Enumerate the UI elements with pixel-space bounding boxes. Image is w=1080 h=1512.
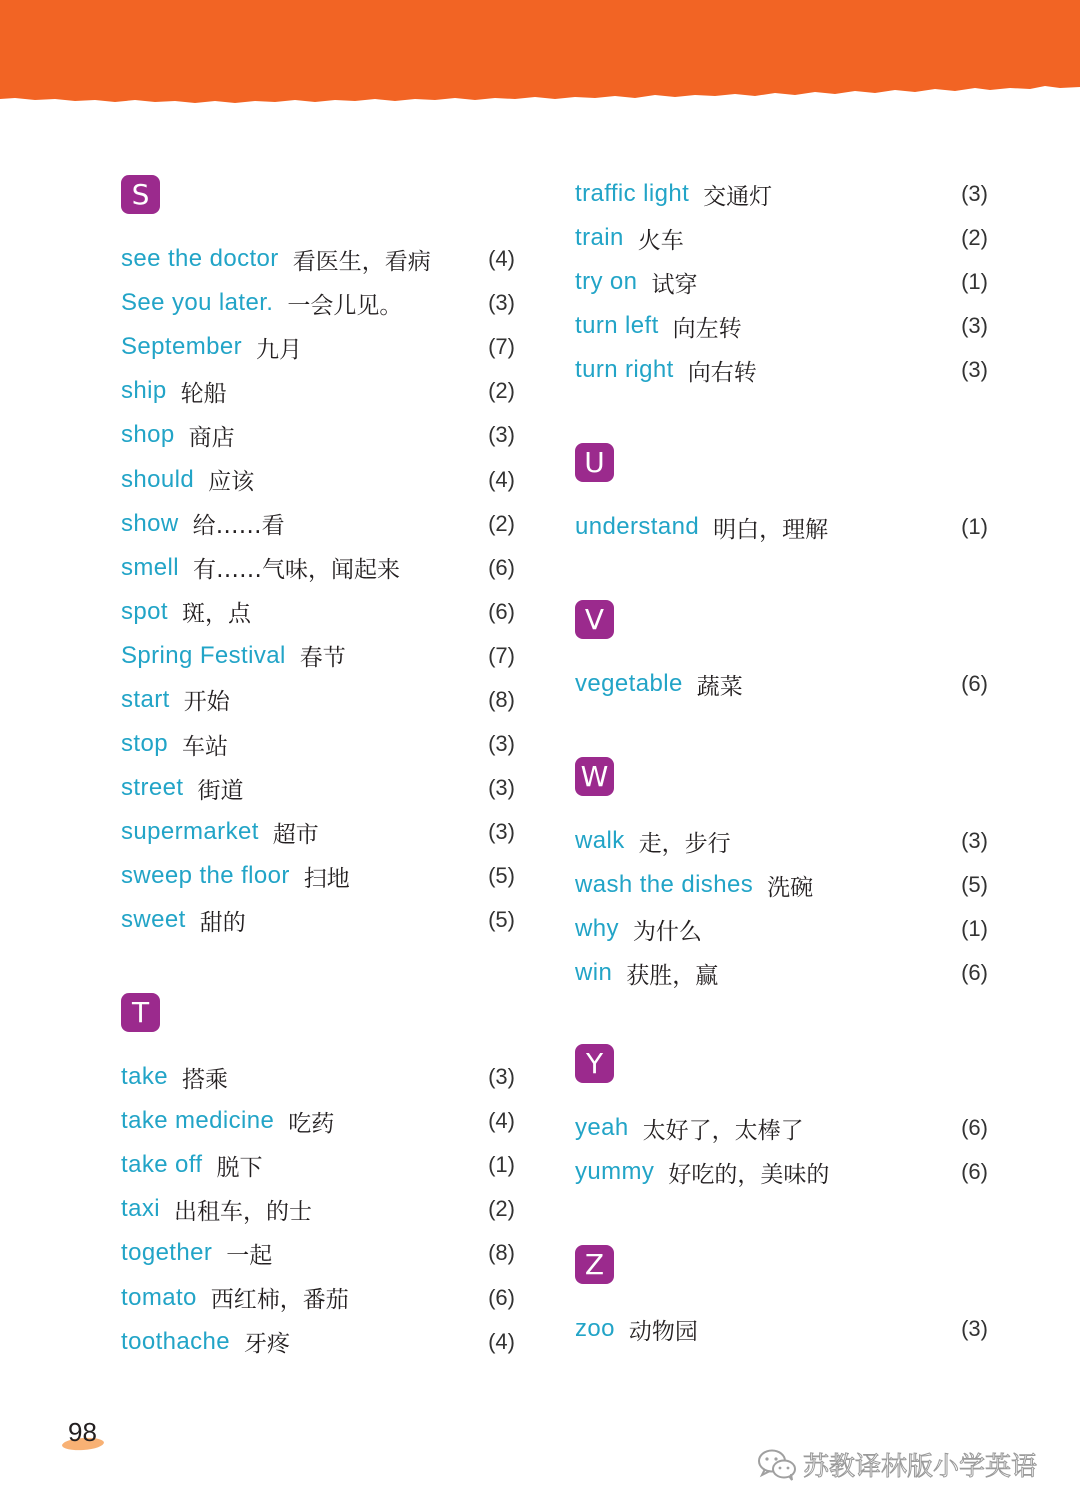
glossary-entry	[121, 237, 515, 281]
entry-english: take off	[121, 1151, 203, 1179]
entry-unit: (3)	[488, 1064, 515, 1090]
entry-unit: (3)	[488, 775, 515, 801]
section-u	[575, 443, 988, 549]
entry-unit: (8)	[488, 1240, 515, 1266]
entry-unit: (6)	[961, 1115, 988, 1141]
entry-unit: (3)	[488, 422, 515, 448]
entry-chinese: 看医生，看病	[292, 248, 431, 275]
entry-english: Spring Festival	[121, 641, 286, 669]
glossary-entry	[575, 662, 988, 706]
entry-english: spot	[121, 597, 168, 625]
entry-unit: (3)	[488, 819, 515, 845]
entry-unit: (4)	[488, 1108, 515, 1134]
entry-english: try on	[575, 268, 638, 296]
glossary-entry	[121, 766, 515, 810]
glossary-entry	[575, 260, 988, 304]
glossary-entry	[121, 1320, 515, 1364]
section-t	[121, 993, 515, 1364]
glossary-entry	[121, 1099, 515, 1143]
glossary-entry	[121, 1275, 515, 1319]
glossary-entry	[575, 505, 988, 549]
letter-badge-y: Y	[575, 1044, 614, 1083]
entry-english: should	[121, 465, 195, 493]
glossary-entry	[121, 325, 515, 369]
entry-english: understand	[575, 513, 700, 541]
letter-badge-z: Z	[575, 1245, 614, 1284]
entry-english: smell	[121, 553, 180, 581]
entry-english: turn left	[575, 312, 659, 340]
entry-english: win	[575, 959, 613, 987]
entry-chinese: 好吃的，美味的	[668, 1161, 830, 1188]
entry-unit: (3)	[961, 1316, 988, 1342]
glossary-entry	[575, 216, 988, 260]
glossary-entry	[121, 634, 515, 678]
glossary-entry	[575, 1307, 988, 1351]
entry-chinese: 车站	[181, 733, 228, 760]
entry-english: toothache	[121, 1327, 231, 1355]
entry-chinese: 交通灯	[703, 183, 773, 210]
entry-unit: (6)	[488, 554, 515, 580]
glossary-entry	[121, 1231, 515, 1275]
letter-badge-v: V	[575, 600, 614, 639]
entry-english: take medicine	[121, 1107, 275, 1135]
entry-chinese: 商店	[188, 424, 235, 451]
section-w	[575, 757, 988, 995]
entry-english: tomato	[121, 1283, 197, 1311]
entry-unit: (6)	[961, 671, 988, 697]
entry-chinese: 太好了，太棒了	[642, 1117, 804, 1144]
glossary-entry	[121, 810, 515, 854]
wechat-icon	[757, 1448, 797, 1482]
entry-english: yummy	[575, 1158, 655, 1186]
entry-chinese: 为什么	[632, 918, 702, 945]
entry-unit: (3)	[488, 290, 515, 316]
entry-unit: (4)	[488, 466, 515, 492]
entry-english: September	[121, 333, 242, 361]
entry-unit: (2)	[488, 510, 515, 536]
entry-unit: (7)	[488, 642, 515, 668]
watermark-text: 苏教译林版小学英语	[803, 1452, 1038, 1482]
letter-badge-t: T	[121, 993, 160, 1032]
glossary-entry	[575, 819, 988, 863]
entry-unit: (2)	[488, 1196, 515, 1222]
entry-unit: (6)	[961, 960, 988, 986]
entry-english: train	[575, 224, 624, 252]
glossary-entry	[121, 590, 515, 634]
entry-unit: (4)	[488, 1328, 515, 1354]
glossary-entry	[121, 457, 515, 501]
glossary-entry	[121, 1055, 515, 1099]
entry-english: stop	[121, 730, 168, 758]
watermark	[757, 1446, 1037, 1483]
entry-english: ship	[121, 377, 167, 405]
entry-unit: (2)	[961, 225, 988, 251]
entry-chinese: 应该	[208, 469, 255, 496]
entry-unit: (5)	[961, 872, 988, 898]
letter-badge-u: U	[575, 443, 614, 482]
entry-english: yeah	[575, 1114, 629, 1142]
entry-unit: (8)	[488, 686, 515, 712]
entry-chinese: 获胜，赢	[626, 962, 719, 989]
entry-english: show	[121, 509, 179, 537]
entry-english: vegetable	[575, 670, 683, 698]
glossary-entry	[575, 348, 988, 392]
entry-english: zoo	[575, 1315, 615, 1343]
entry-chinese: 扫地	[303, 865, 350, 892]
letter-badge-w: W	[575, 757, 614, 796]
entry-chinese: 街道	[197, 777, 244, 804]
entry-chinese: 牙疼	[244, 1331, 291, 1358]
entry-english: take	[121, 1063, 168, 1091]
glossary-entry	[121, 898, 515, 942]
glossary-entry	[575, 172, 988, 216]
glossary-entry	[575, 304, 988, 348]
page-number: 98	[68, 1417, 97, 1447]
entry-chinese: 向左转	[672, 315, 742, 342]
entry-english: walk	[575, 827, 625, 855]
entry-english: shop	[121, 421, 175, 449]
glossary-entry	[575, 951, 988, 995]
entry-chinese: 明白，理解	[713, 516, 829, 543]
section-y	[575, 1044, 988, 1194]
entry-english: why	[575, 915, 619, 943]
entry-chinese: 开始	[183, 689, 230, 716]
entry-chinese: 春节	[299, 645, 346, 672]
glossary-entry	[121, 1187, 515, 1231]
entry-english: sweet	[121, 906, 186, 934]
entry-chinese: 九月	[256, 336, 302, 363]
glossary-entry	[575, 1150, 988, 1194]
glossary-entry	[121, 1143, 515, 1187]
entry-unit: (6)	[488, 1284, 515, 1310]
entry-english: traffic light	[575, 180, 690, 208]
entry-chinese: 出租车，的士	[173, 1198, 312, 1225]
entry-unit: (1)	[488, 1152, 515, 1178]
entry-chinese: 轮船	[180, 380, 227, 407]
entry-unit: (3)	[961, 828, 988, 854]
glossary-entry	[121, 281, 515, 325]
entry-unit: (1)	[961, 269, 988, 295]
entry-unit: (1)	[961, 514, 988, 540]
glossary-entry	[121, 854, 515, 898]
entry-chinese: 一起	[226, 1242, 273, 1269]
glossary-entry	[121, 546, 515, 590]
glossary-entry	[121, 413, 515, 457]
entry-english: taxi	[121, 1195, 160, 1223]
entry-unit: (6)	[488, 598, 515, 624]
entry-english: street	[121, 774, 184, 802]
entry-english: start	[121, 685, 170, 713]
section-v	[575, 600, 988, 706]
glossary-entry	[121, 502, 515, 546]
header-band	[0, 0, 1080, 110]
entry-chinese: 向右转	[687, 359, 757, 386]
glossary-entry	[121, 369, 515, 413]
section-z	[575, 1245, 988, 1351]
entry-unit: (7)	[488, 334, 515, 360]
entry-chinese: 斑，点	[181, 601, 251, 628]
entry-chinese: 西红柿，番茄	[210, 1287, 349, 1314]
entry-chinese: 火车	[637, 227, 684, 254]
entry-english: sweep the floor	[121, 862, 290, 890]
entry-unit: (3)	[488, 731, 515, 757]
entry-chinese: 超市	[272, 821, 319, 848]
entry-chinese: 有……气味，闻起来	[193, 557, 401, 584]
entry-english: turn right	[575, 356, 674, 384]
entry-chinese: 脱下	[216, 1154, 263, 1181]
glossary-entry	[121, 678, 515, 722]
section-s	[121, 175, 515, 943]
section-t-continued	[575, 172, 988, 392]
entry-chinese: 动物园	[628, 1318, 698, 1345]
entry-english: see the doctor	[121, 245, 279, 273]
glossary-entry	[575, 907, 988, 951]
glossary-entry	[121, 722, 515, 766]
entry-chinese: 吃药	[288, 1110, 335, 1137]
entry-unit: (5)	[488, 863, 515, 889]
glossary-entry	[575, 863, 988, 907]
entry-unit: (4)	[488, 246, 515, 272]
entry-english: See you later.	[121, 289, 274, 317]
entry-unit: (1)	[961, 916, 988, 942]
entry-unit: (3)	[961, 181, 988, 207]
entry-english: wash the dishes	[575, 871, 754, 899]
entry-chinese: 搭乘	[181, 1066, 228, 1093]
entry-chinese: 洗碗	[767, 874, 814, 901]
entry-chinese: 蔬菜	[696, 673, 743, 700]
entry-unit: (3)	[961, 357, 988, 383]
entry-unit: (5)	[488, 907, 515, 933]
entry-english: supermarket	[121, 818, 259, 846]
entry-chinese: 走，步行	[638, 830, 731, 857]
letter-badge-s: S	[121, 175, 160, 214]
entry-chinese: 一会儿见。	[287, 292, 403, 319]
entry-unit: (2)	[488, 378, 515, 404]
entry-english: together	[121, 1239, 213, 1267]
entry-chinese: 甜的	[199, 909, 246, 936]
entry-unit: (6)	[961, 1159, 988, 1185]
entry-chinese: 给……看	[192, 513, 285, 540]
entry-unit: (3)	[961, 313, 988, 339]
entry-chinese: 试穿	[651, 271, 698, 298]
glossary-entry	[575, 1106, 988, 1150]
